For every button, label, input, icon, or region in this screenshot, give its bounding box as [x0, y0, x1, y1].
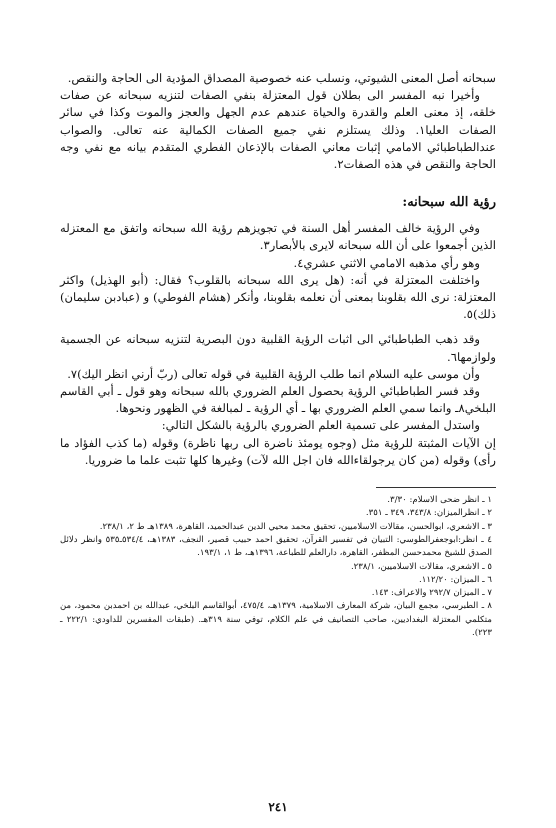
- paragraph: واستدل المفسر على تسمية العلم الضروري بالرؤية بالشكل التالي:: [161, 418, 480, 433]
- footnote: ٦ ـ الميزان: ١١٢/٢٠.: [419, 574, 492, 585]
- footnote: ٥ ـ الاشعري، مقالات الاسلاميين، ٢٣٨/١.: [350, 561, 492, 572]
- paragraph: وقد فسر الطباطبائي الرؤية بحصول العلم الضروري بالله سبحانه وهو قول ـ أبي القاسم البلخي٨ـ وانما سمي العلم الضروري بها ـ أي الرؤية ـ لمبالغة في الظهور ونحوها.: [60, 384, 496, 416]
- paragraph: وهو رأي مذهبه الامامي الاثني عشري٤.: [293, 255, 480, 270]
- footnote: ٣ ـ الاشعري، ابوالحسن، مقالات الاسلاميين، تحقيق محمد محيي الدين عبدالحميد، القاهرة، ١٣٨٩هـ ط ٢، ٢٣٨/١.: [99, 521, 492, 532]
- paragraph: وفي الرؤية خالف المفسر أهل السنة في تجويزهم رؤية الله سبحانه واتفق مع المعتزله الذين أجمعوا على أن الله سبحانه لايرى بالأبصار٣.: [60, 221, 496, 253]
- footnote: ٤ ـ انظر:ابوجعفرالطوسي: التبيان في تفسير القرآن، تحقيق احمد حبيب قصير، النجف، ١٣٨٣هـ، ٥٣٤/٤ـ٥٣٥ وانظر دلائل الصدق للشيخ محمدحسن المظفر، القاهرة، دارالعلم للطباعة، ١٣٩٦هـ، ط ١، ١٩٣/١.: [60, 534, 493, 559]
- footnote: ١ ـ انظر ضحى الاسلام: ٣/٣٠.: [387, 495, 492, 506]
- footnotes: [60, 494, 496, 640]
- footnote: ٨ ـ الطبرسي، مجمع البيان، شركة المعارف الاسلامية، ١٣٧٩هـ، ٤٧٥/٤، أبوالقاسم البلخي، عبدالله بن احمدبن محمود، من متكلمي المعتزلة البغداديين، صاحب التصانيف في علم الكلام، توفي سنة ٣١٩هـ. (طبقات المفسرين للداودي: ٢٢٢/١ ـ ٢٢٣).: [60, 601, 492, 639]
- footnote: ٢ ـ انظرالميزان: ٣٤٣/٨، ٣٤٩ ـ ٣٥١.: [365, 508, 492, 519]
- paragraph: وأخيرا نبه المفسر الى بطلان قول المعتزلة بنفي الصفات لتنزيه سبحانه عن صفات خلقه، إذ معنى العلم والقدرة والحياة عندهم عدم الجهل والعجز والموت وكذا في سائر الصفات العليا١. وذلك يستلزم نفي جميع الصفات الكمالية عنه تعالى. والصواب عندالطباطبائي الامامي إثبات معاني الصفات بالإذعان الفطري المتقدم بيانه مع نفي وجه الحاجة والنقص في هذه الصفات٢.: [60, 88, 496, 172]
- section-heading: رؤية الله سبحانه:: [402, 195, 496, 211]
- footnote: ٧ ـ الميزان ٢٩٢/٧ والاعراف: ١٤٣.: [371, 588, 492, 599]
- paragraph: واختلفت المعتزلة في أنه: (هل يرى الله سبحانه بالقلوب؟ فقال: (أبو الهذيل) واكثر المعتزلة: نرى الله بقلوبنا بمعنى أن نعلمه بقلوبنا، وأنكر (هشام الفوطي) و (عبادبن سليمان) ذلك)٥.: [60, 272, 496, 322]
- paragraph: وقد ذهب الطباطبائي الى اثبات الرؤية القلبية دون البصرية لتنزيه سبحانه عن الجسمية ولوازمها٦.: [60, 332, 496, 364]
- footnote-divider: [376, 487, 496, 488]
- paragraph: وأن موسى عليه السلام انما طلب الرؤية القلبية في قوله تعالى (ربّ أرني انظر اليك)٧.: [67, 366, 480, 381]
- paragraph: إن الآيات المثبتة للرؤية مثل (وجوه يومئذ ناضرة الى ربها ناظرة) وقوله (ما كذب الفؤاد ما رأى) وقوله (من كان يرجولقاءالله فان اجل الله لآت) وغيرها كلها تثبت علما ما ضروريا.: [60, 435, 496, 467]
- page-number: ٢٤١: [268, 800, 288, 814]
- paragraph: سبحانه أصل المعنى الشيوتي، ونسلب عنه خصوصية المصداق المؤدية الى الحاجة والنقص.: [67, 71, 496, 85]
